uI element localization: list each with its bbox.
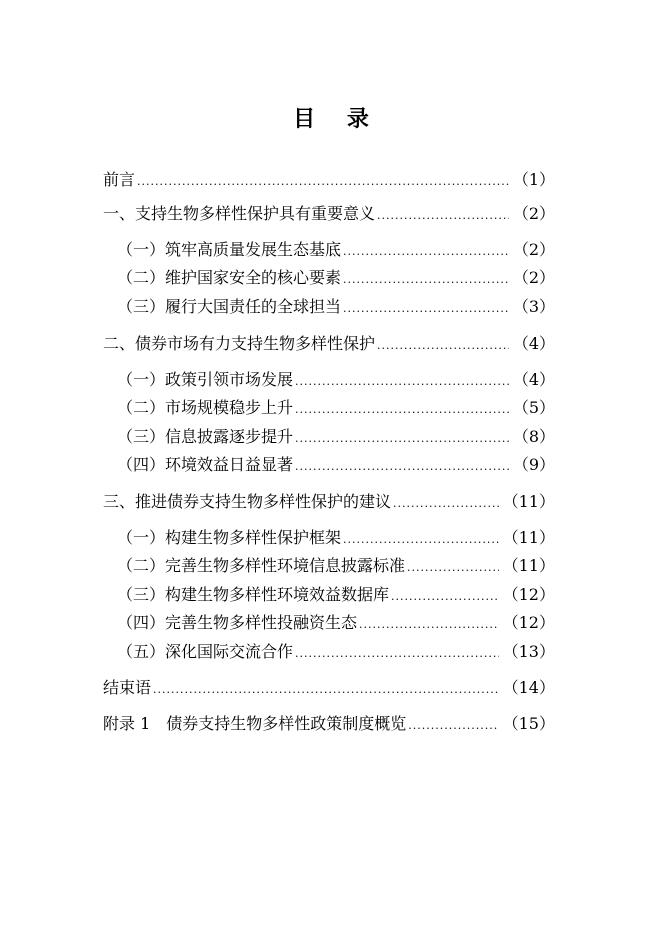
toc-entry-page: （4） (512, 334, 555, 353)
toc-entry-label: （四）完善生物多样性投融资生态 (117, 613, 358, 632)
toc-entry-page: （14） (502, 678, 555, 697)
toc-entry-page: （11） (502, 528, 555, 547)
toc-entry-page: （12） (502, 613, 555, 632)
toc-entry-appendix-1[interactable] (103, 712, 555, 738)
toc-entry-section-1-2[interactable] (103, 266, 555, 292)
toc-entry-page: （13） (502, 642, 555, 661)
dot-leader (408, 714, 498, 738)
dot-leader (359, 613, 499, 637)
toc-entry-page: （4） (512, 370, 555, 389)
dot-leader (407, 556, 499, 580)
toc-entry-label: （三）构建生物多样性环境效益数据库 (117, 585, 390, 604)
dot-leader (295, 370, 509, 394)
toc-entry-label: （五）深化国际交流合作 (117, 642, 294, 661)
toc-entry-label: 前言 (103, 170, 136, 189)
toc-entry-page: （12） (502, 585, 555, 604)
dot-leader (295, 398, 509, 422)
toc-entry-page: （2） (512, 268, 555, 287)
toc-entry-label: 二、债券市场有力支持生物多样性保护 (103, 334, 376, 353)
toc-entry-section-2-4[interactable] (103, 453, 555, 479)
toc-entry-conclusion[interactable] (103, 676, 555, 702)
toc-entry-page: （1） (512, 170, 555, 189)
dot-leader (391, 585, 499, 609)
toc-entry-page: （11） (502, 556, 555, 575)
toc-entry-preface[interactable] (103, 168, 555, 194)
page-title: 目 录 (293, 106, 381, 132)
toc-entry-label: （二）市场规模稳步上升 (117, 398, 294, 417)
toc-entry-label: （三）履行大国责任的全球担当 (117, 297, 342, 316)
toc-entry-page: （5） (512, 398, 555, 417)
toc-entry-page: （8） (512, 427, 555, 446)
toc-entry-section-2-1[interactable] (103, 368, 555, 394)
dot-leader (343, 268, 509, 292)
toc-entry-label: 结束语 (103, 678, 152, 697)
toc-entry-label: 三、推进债券支持生物多样性保护的建议 (103, 492, 392, 511)
dot-leader (295, 455, 509, 479)
toc-entry-section-2-3[interactable] (103, 425, 555, 451)
toc-entry-page: （9） (512, 455, 555, 474)
toc-entry-page: （2） (512, 204, 555, 223)
toc-entry-label: 附录 1 债券支持生物多样性政策制度概览 (103, 714, 407, 733)
toc-entry-section-1-1[interactable] (103, 238, 555, 264)
toc-entry-page: （15） (502, 714, 555, 733)
toc-entry-label: （二）维护国家安全的核心要素 (117, 268, 342, 287)
dot-leader (343, 528, 499, 552)
dot-leader (137, 170, 509, 194)
toc-entry-section-2-2[interactable] (103, 396, 555, 422)
toc-entry-section-3-4[interactable] (103, 611, 555, 637)
dot-leader (343, 297, 509, 321)
dot-leader (343, 240, 509, 264)
toc-entry-page: （3） (512, 297, 555, 316)
toc-entry-section-2[interactable] (103, 332, 555, 358)
toc-entry-section-3-5[interactable] (103, 640, 555, 666)
toc-entry-label: （一）构建生物多样性保护框架 (117, 528, 342, 547)
toc-entry-label: （三）信息披露逐步提升 (117, 427, 294, 446)
dot-leader (377, 334, 509, 358)
dot-leader (153, 678, 499, 702)
toc-entry-section-1-3[interactable] (103, 295, 555, 321)
dot-leader (295, 427, 509, 451)
dot-leader (393, 492, 499, 516)
toc-entry-section-3-3[interactable] (103, 583, 555, 609)
dot-leader (377, 204, 509, 228)
toc-entry-section-1[interactable] (103, 202, 555, 228)
toc-entry-label: （一）筑牢高质量发展生态基底 (117, 240, 342, 259)
toc-entry-page: （11） (502, 492, 555, 511)
toc-entry-label: （四）环境效益日益显著 (117, 455, 294, 474)
toc-entry-label: （一）政策引领市场发展 (117, 370, 294, 389)
toc-entry-section-3[interactable] (103, 490, 555, 516)
toc-entry-label: （二）完善生物多样性环境信息披露标准 (117, 556, 406, 575)
toc-entry-label: 一、支持生物多样性保护具有重要意义 (103, 204, 376, 223)
toc-entry-section-3-1[interactable] (103, 526, 555, 552)
toc-entry-section-3-2[interactable] (103, 554, 555, 580)
toc-entry-page: （2） (512, 240, 555, 259)
dot-leader (295, 642, 499, 666)
